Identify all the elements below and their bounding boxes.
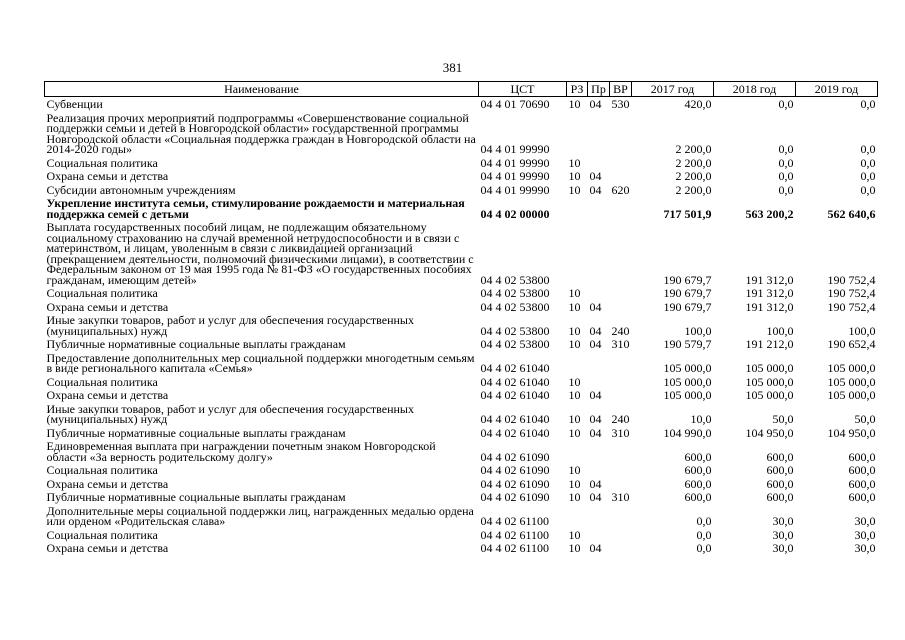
cell-2017: 10,0	[690, 412, 712, 426]
cell-name: Иные закупки товаров, работ и услуг для обеспечения государственных (муниципальных) нужд	[46, 313, 414, 338]
cell-2019: 562 640,6	[827, 206, 876, 221]
cell-2019: 105 000,0	[827, 374, 876, 389]
cell-vr	[610, 477, 632, 491]
cell-cst: 04 4 01 99990	[480, 142, 550, 156]
cell-rz: 10	[568, 388, 581, 402]
cell-pr: 04	[589, 425, 602, 440]
cell-rz	[567, 196, 588, 220]
cell-2017: 190 679,7	[663, 272, 712, 287]
cell-name: Публичные нормативные социальные выплаты гражданам	[46, 490, 346, 504]
cell-vr	[610, 375, 632, 389]
cell-vr	[610, 388, 632, 402]
table-row	[45, 337, 878, 351]
cell-rz: 10	[568, 169, 581, 183]
cell-name: Социальная политика	[46, 527, 158, 542]
header-2018: 2018 год	[714, 82, 796, 97]
table-row	[45, 504, 878, 528]
cell-2019: 100,0	[848, 323, 876, 338]
cell-2019: 30,0	[854, 541, 876, 555]
cell-name: Субсидии автономным учреждениям	[46, 182, 236, 197]
cell-2017: 190 579,7	[663, 337, 712, 351]
cell-2017: 105 000,0	[663, 374, 712, 389]
cell-rz: 10	[568, 541, 581, 555]
cell-vr: 240	[611, 412, 630, 426]
header-vr: ВР	[610, 82, 632, 97]
cell-2018: 600,0	[766, 476, 794, 491]
cell-rz: 10	[568, 476, 581, 491]
cell-vr	[610, 196, 632, 220]
table-row	[45, 426, 878, 440]
cell-vr	[610, 286, 632, 300]
cell-2019: 600,0	[848, 449, 876, 464]
cell-pr: 04	[589, 97, 602, 111]
table-row	[45, 439, 878, 463]
cell-2018: 105 000,0	[745, 361, 794, 375]
cell-vr	[610, 439, 632, 463]
cell-rz: 10	[568, 425, 581, 440]
cell-pr	[588, 196, 610, 220]
cell-vr: 310	[611, 425, 630, 440]
cell-vr	[610, 463, 632, 477]
cell-name: Укрепление института семьи, стимулирование рождаемости и материальная поддержка семей с детьми	[46, 196, 465, 221]
cell-name: Охрана семьи и детства	[46, 169, 169, 183]
cell-pr: 04	[589, 169, 602, 183]
table-row	[45, 183, 878, 197]
cell-cst: 04 4 02 61090	[480, 476, 550, 491]
cell-2019: 190 652,4	[827, 337, 876, 351]
cell-name: Охрана семьи и детства	[46, 541, 169, 555]
cell-vr	[610, 169, 632, 183]
table-row	[45, 477, 878, 491]
cell-2017: 600,0	[684, 463, 712, 477]
cell-cst: 04 4 01 99990	[480, 155, 550, 170]
cell-2019: 600,0	[848, 490, 876, 504]
cell-pr	[588, 528, 610, 542]
header-cst: ЦСТ	[479, 82, 567, 97]
cell-2019: 600,0	[848, 463, 876, 477]
table-row	[45, 156, 878, 170]
table-row	[45, 490, 878, 504]
cell-name: Охрана семьи и детства	[46, 388, 169, 402]
cell-cst: 04 4 01 99990	[480, 182, 550, 197]
cell-cst: 04 4 02 61040	[480, 374, 550, 389]
cell-pr: 04	[589, 541, 602, 555]
cell-2019: 600,0	[848, 476, 876, 491]
cell-name: Выплата государственных пособий лицам, не подлежащим обязательному социальному страхованию на случай временной нетрудоспособности и в связи с материнством, и лицам, уволенным в связи с ликвидацией организаций (прекращением деятельности, полномочий физическими лицами), в соответствии с Федеральным законом от 19 мая 1995 года № 81-ФЗ «О государственных пособиях гражданам, имеющим детей»	[46, 220, 474, 287]
cell-pr	[588, 111, 610, 156]
cell-pr: 04	[589, 476, 602, 491]
cell-2017: 0,0	[696, 541, 712, 555]
cell-pr	[588, 220, 610, 286]
cell-2017: 600,0	[684, 449, 712, 464]
cell-2019: 0,0	[860, 155, 876, 170]
cell-2017: 0,0	[696, 527, 712, 542]
cell-vr	[610, 351, 632, 375]
cell-name: Публичные нормативные социальные выплаты гражданам	[46, 425, 346, 440]
cell-cst: 04 4 02 61090	[480, 490, 550, 504]
cell-pr: 04	[589, 323, 602, 338]
cell-rz: 10	[568, 299, 581, 314]
cell-rz: 10	[568, 374, 581, 389]
cell-name: Дополнительные меры социальной поддержки лиц, награжденных медалью ордена или орденом «Родительская слава»	[46, 503, 474, 528]
cell-2019: 104 950,0	[827, 425, 876, 440]
cell-2019: 190 752,4	[827, 299, 876, 314]
cell-cst: 04 4 02 61100	[480, 527, 550, 542]
cell-2018: 50,0	[772, 412, 794, 426]
cell-pr: 04	[589, 412, 602, 426]
cell-rz	[567, 351, 588, 375]
cell-2019: 0,0	[860, 169, 876, 183]
cell-2018: 0,0	[778, 97, 794, 111]
cell-cst: 04 4 02 61090	[480, 449, 550, 464]
header-pr: Пр	[588, 82, 610, 97]
table-row	[45, 528, 878, 542]
cell-2018: 0,0	[778, 169, 794, 183]
header-rz: РЗ	[567, 82, 588, 97]
table-row	[45, 196, 878, 220]
cell-pr	[588, 156, 610, 170]
header-name: Наименование	[45, 82, 479, 97]
cell-2019: 30,0	[854, 514, 876, 528]
cell-name: Социальная политика	[46, 374, 158, 389]
cell-rz: 10	[568, 323, 581, 338]
cell-name: Охрана семьи и детства	[46, 299, 169, 314]
cell-2018: 30,0	[772, 527, 794, 542]
table-row	[45, 463, 878, 477]
cell-cst: 04 4 02 53800	[480, 286, 550, 300]
cell-pr	[588, 375, 610, 389]
cell-2017: 0,0	[696, 514, 712, 528]
cell-pr: 04	[589, 182, 602, 197]
cell-2019: 0,0	[860, 182, 876, 197]
header-2017: 2017 год	[632, 82, 714, 97]
cell-2018: 105 000,0	[745, 374, 794, 389]
cell-pr	[588, 286, 610, 300]
budget-table	[44, 81, 878, 555]
cell-2017: 190 679,7	[663, 286, 712, 300]
cell-2018: 191 212,0	[745, 337, 794, 351]
cell-vr	[610, 300, 632, 314]
cell-rz: 10	[568, 490, 581, 504]
cell-2018: 600,0	[766, 490, 794, 504]
cell-cst: 04 4 02 61040	[480, 361, 550, 375]
cell-vr	[610, 528, 632, 542]
cell-2019: 105 000,0	[827, 361, 876, 375]
cell-pr	[588, 439, 610, 463]
cell-vr	[610, 156, 632, 170]
cell-2019: 0,0	[860, 97, 876, 111]
cell-2018: 0,0	[778, 155, 794, 170]
cell-pr: 04	[589, 388, 602, 402]
cell-rz	[567, 220, 588, 286]
table-row	[45, 286, 878, 300]
table-row	[45, 313, 878, 337]
cell-name: Публичные нормативные социальные выплаты гражданам	[46, 337, 346, 351]
table-header	[45, 82, 878, 97]
cell-2017: 717 501,9	[663, 206, 712, 221]
cell-2017: 104 990,0	[663, 425, 712, 440]
table-row	[45, 375, 878, 389]
cell-cst: 04 4 02 00000	[480, 206, 550, 221]
cell-2017: 190 679,7	[663, 299, 712, 314]
cell-vr	[610, 504, 632, 528]
cell-2018: 191 312,0	[745, 286, 794, 300]
cell-pr: 04	[589, 337, 602, 351]
cell-rz: 10	[568, 97, 581, 111]
cell-2018: 600,0	[766, 463, 794, 477]
cell-pr: 04	[589, 299, 602, 314]
cell-2018: 30,0	[772, 541, 794, 555]
table-row	[45, 169, 878, 183]
cell-cst: 04 4 02 53800	[480, 323, 550, 338]
cell-pr	[588, 463, 610, 477]
cell-2019: 0,0	[860, 142, 876, 156]
cell-2018: 100,0	[766, 323, 794, 338]
cell-2018: 0,0	[778, 182, 794, 197]
cell-2017: 600,0	[684, 490, 712, 504]
cell-cst: 04 4 02 61100	[480, 514, 550, 528]
cell-rz: 10	[568, 527, 581, 542]
cell-name: Единовременная выплата при награждении почетным знаком Новгородской области «За верность родительскому долгу»	[46, 439, 436, 464]
cell-cst: 04 4 02 61040	[480, 412, 550, 426]
table-row	[45, 388, 878, 402]
table-row	[45, 97, 878, 111]
cell-name: Субвенции	[46, 97, 103, 111]
cell-2018: 0,0	[778, 142, 794, 156]
cell-name: Социальная политика	[46, 463, 158, 477]
table-row	[45, 300, 878, 314]
page-number: 381	[442, 60, 463, 75]
cell-pr: 04	[589, 490, 602, 504]
cell-name: Охрана семьи и детства	[46, 476, 169, 491]
cell-2017: 2 200,0	[675, 169, 712, 183]
cell-2017: 2 200,0	[675, 182, 712, 197]
cell-pr	[588, 351, 610, 375]
cell-2017: 105 000,0	[663, 361, 712, 375]
cell-rz: 10	[568, 412, 581, 426]
cell-name: Предоставление дополнительных мер социальной поддержки многодетным семьям в виде регионального капитала «Семья»	[46, 350, 475, 375]
cell-2018: 191 312,0	[745, 299, 794, 314]
cell-2018: 104 950,0	[745, 425, 794, 440]
cell-vr: 310	[611, 490, 630, 504]
cell-2019: 50,0	[854, 412, 876, 426]
cell-rz	[567, 111, 588, 156]
table-body	[45, 97, 878, 555]
cell-2017: 600,0	[684, 476, 712, 491]
cell-rz: 10	[568, 463, 581, 477]
table-row	[45, 220, 878, 286]
cell-vr: 620	[611, 182, 630, 197]
cell-2018: 105 000,0	[745, 388, 794, 402]
cell-rz	[567, 504, 588, 528]
cell-vr	[610, 220, 632, 286]
cell-name: Иные закупки товаров, работ и услуг для обеспечения государственных (муниципальных) нужд	[46, 401, 414, 426]
cell-cst: 04 4 02 53800	[480, 337, 550, 351]
table-row	[45, 351, 878, 375]
cell-vr: 240	[611, 323, 630, 338]
table-row	[45, 541, 878, 555]
cell-2017: 100,0	[684, 323, 712, 338]
header-2019: 2019 год	[796, 82, 878, 97]
cell-name: Реализация прочих мероприятий подпрограммы «Совершенствование социальной поддержки семьи и детей в Новгородской области» государственной программы Новгородской области «Социальная поддержка граждан в Новгородской области на 2014-2020 годы»	[46, 110, 476, 156]
cell-2017: 2 200,0	[675, 155, 712, 170]
cell-cst: 04 4 02 61040	[480, 425, 550, 440]
cell-2019: 190 752,4	[827, 272, 876, 287]
cell-vr	[610, 111, 632, 156]
cell-2019: 30,0	[854, 527, 876, 542]
table-row	[45, 111, 878, 156]
cell-vr: 530	[611, 97, 630, 111]
cell-cst: 04 4 01 99990	[480, 169, 550, 183]
cell-rz: 10	[568, 155, 581, 170]
cell-cst: 04 4 02 61090	[480, 463, 550, 477]
cell-2018: 563 200,2	[745, 206, 794, 221]
cell-vr	[610, 541, 632, 555]
cell-2017: 420,0	[684, 97, 712, 111]
cell-2017: 105 000,0	[663, 388, 712, 402]
cell-cst: 04 4 01 70690	[480, 97, 550, 111]
cell-name: Социальная политика	[46, 286, 158, 300]
cell-2018: 30,0	[772, 514, 794, 528]
cell-rz: 10	[568, 337, 581, 351]
cell-pr	[588, 504, 610, 528]
cell-2018: 191 312,0	[745, 272, 794, 287]
cell-cst: 04 4 02 61040	[480, 388, 550, 402]
cell-cst: 04 4 02 61100	[480, 541, 550, 555]
cell-rz: 10	[568, 182, 581, 197]
cell-2019: 190 752,4	[827, 286, 876, 300]
cell-vr: 310	[611, 337, 630, 351]
cell-2018: 600,0	[766, 449, 794, 464]
cell-rz: 10	[568, 286, 581, 300]
cell-2019: 105 000,0	[827, 388, 876, 402]
cell-cst: 04 4 02 53800	[480, 272, 550, 287]
cell-cst: 04 4 02 53800	[480, 299, 550, 314]
table-row	[45, 402, 878, 426]
cell-2017: 2 200,0	[675, 142, 712, 156]
cell-name: Социальная политика	[46, 155, 158, 170]
cell-rz	[567, 439, 588, 463]
